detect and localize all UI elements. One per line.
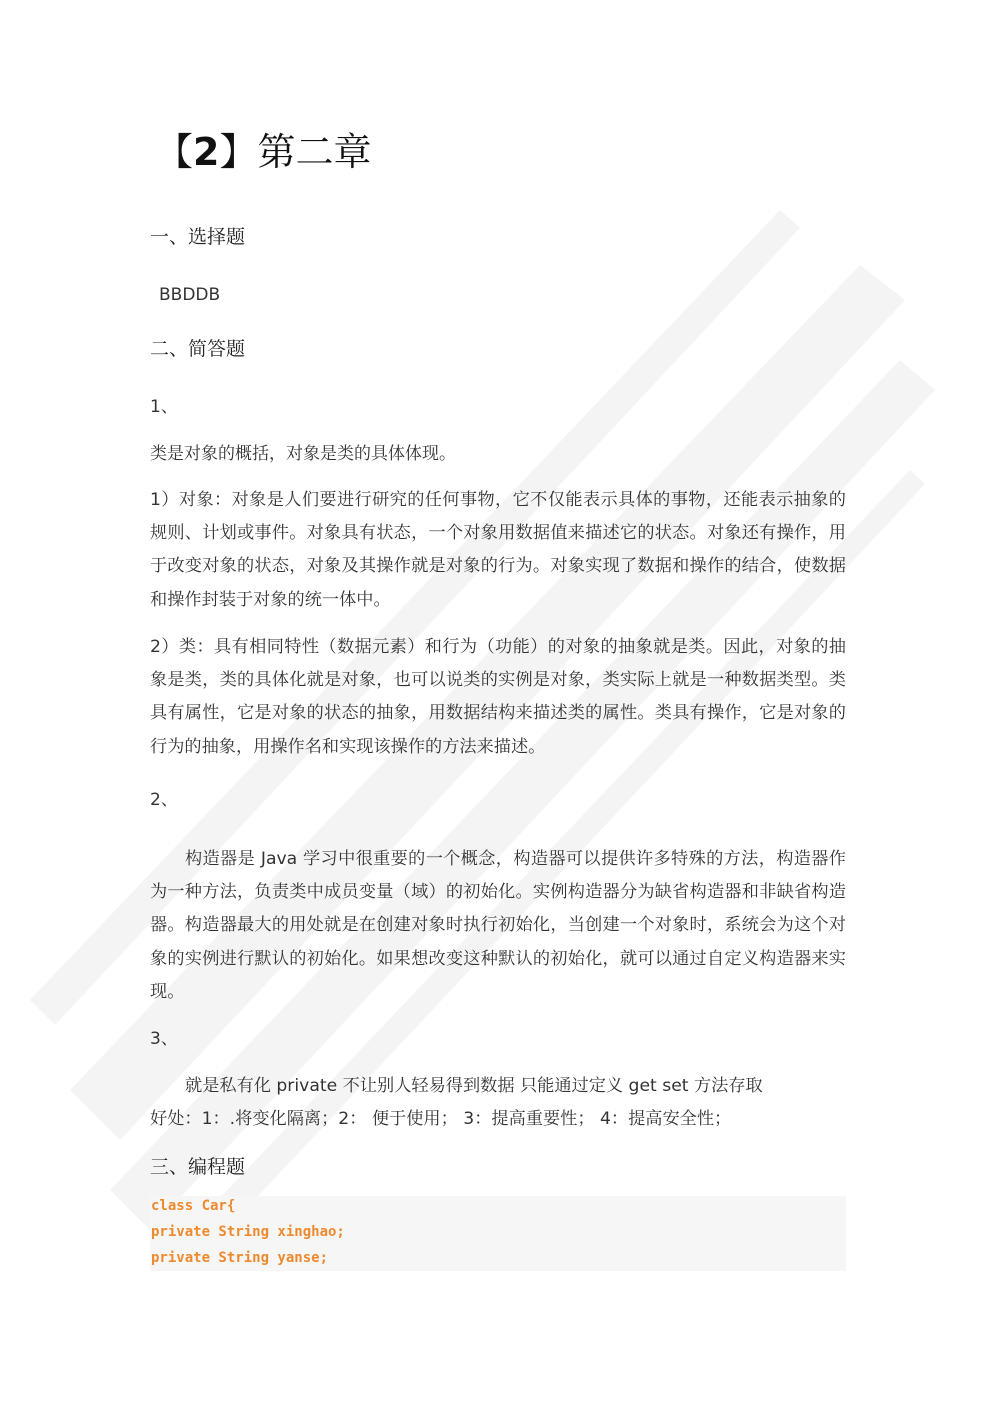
code-line: private String yanse; <box>151 1250 329 1266</box>
chapter-title-text: 】第二章 <box>219 130 372 174</box>
chapter-title <box>155 126 371 178</box>
code-line: class Car{ <box>151 1198 236 1214</box>
question-1-class-paragraph: 2）类：具有相同特性（数据元素）和行为（功能）的对象的抽象就是类。因此，对象的抽象是类，类的具体化就是对象，也可以说类的实例是对象，类实际上就是一种数据类型。类具有属性，它是对象的状态的抽象，用数据结构来描述类的属性。类具有操作，它是对象的行为的抽象，用操作名和实现该操作的方法来描述。 <box>150 637 846 757</box>
chapter-number: 2 <box>193 130 220 174</box>
choice-answers: BBDDB <box>159 285 221 305</box>
section-heading-coding: 三、编程题 <box>150 1156 246 1178</box>
question-1-object-paragraph: 1）对象：对象是人们要进行研究的任何事物，它不仅能表示具体的事物，还能表示抽象的规则、计划或事件。对象具有状态，一个对象用数据值来描述它的状态。对象还有操作，用于改变对象的状态，对象及其操作就是对象的行为。对象实现了数据和操作的结合，使数据和操作封装于对象的统一体中。 <box>150 490 846 610</box>
code-line: private String xinghao; <box>151 1224 345 1240</box>
question-3-line-2: 好处：1：.将变化隔离；2： 便于使用； 3：提高重要性； 4：提高安全性； <box>150 1109 732 1129</box>
question-1-summary: 类是对象的概括，对象是类的具体体现。 <box>150 444 456 464</box>
section-heading-choice: 一、选择题 <box>150 226 246 248</box>
question-2-paragraph: 构造器是 Java 学习中很重要的一个概念，构造器可以提供许多特殊的方法，构造器作为一种方法，负责类中成员变量（域）的初始化。实例构造器分为缺省构造器和非缺省构造器。构造器最大的用处就是在创建对象时执行初始化，当创建一个对象时，系统会为这个对象的实例进行默认的初始化。如果想改变这种默认的初始化，就可以通过自定义构造器来实现。 <box>150 849 846 1002</box>
code-block <box>150 1196 846 1271</box>
question-2-label: 2、 <box>150 790 178 810</box>
section-heading-short-answer: 二、简答题 <box>150 338 246 360</box>
question-3-label: 3、 <box>150 1029 178 1049</box>
document-page <box>150 0 846 1404</box>
question-3-line-1: 就是私有化 private 不让别人轻易得到数据 只能通过定义 get set 方法存取 <box>185 1076 763 1096</box>
chapter-title-open-bracket: 【 <box>155 130 194 174</box>
question-1-label: 1、 <box>150 397 178 417</box>
